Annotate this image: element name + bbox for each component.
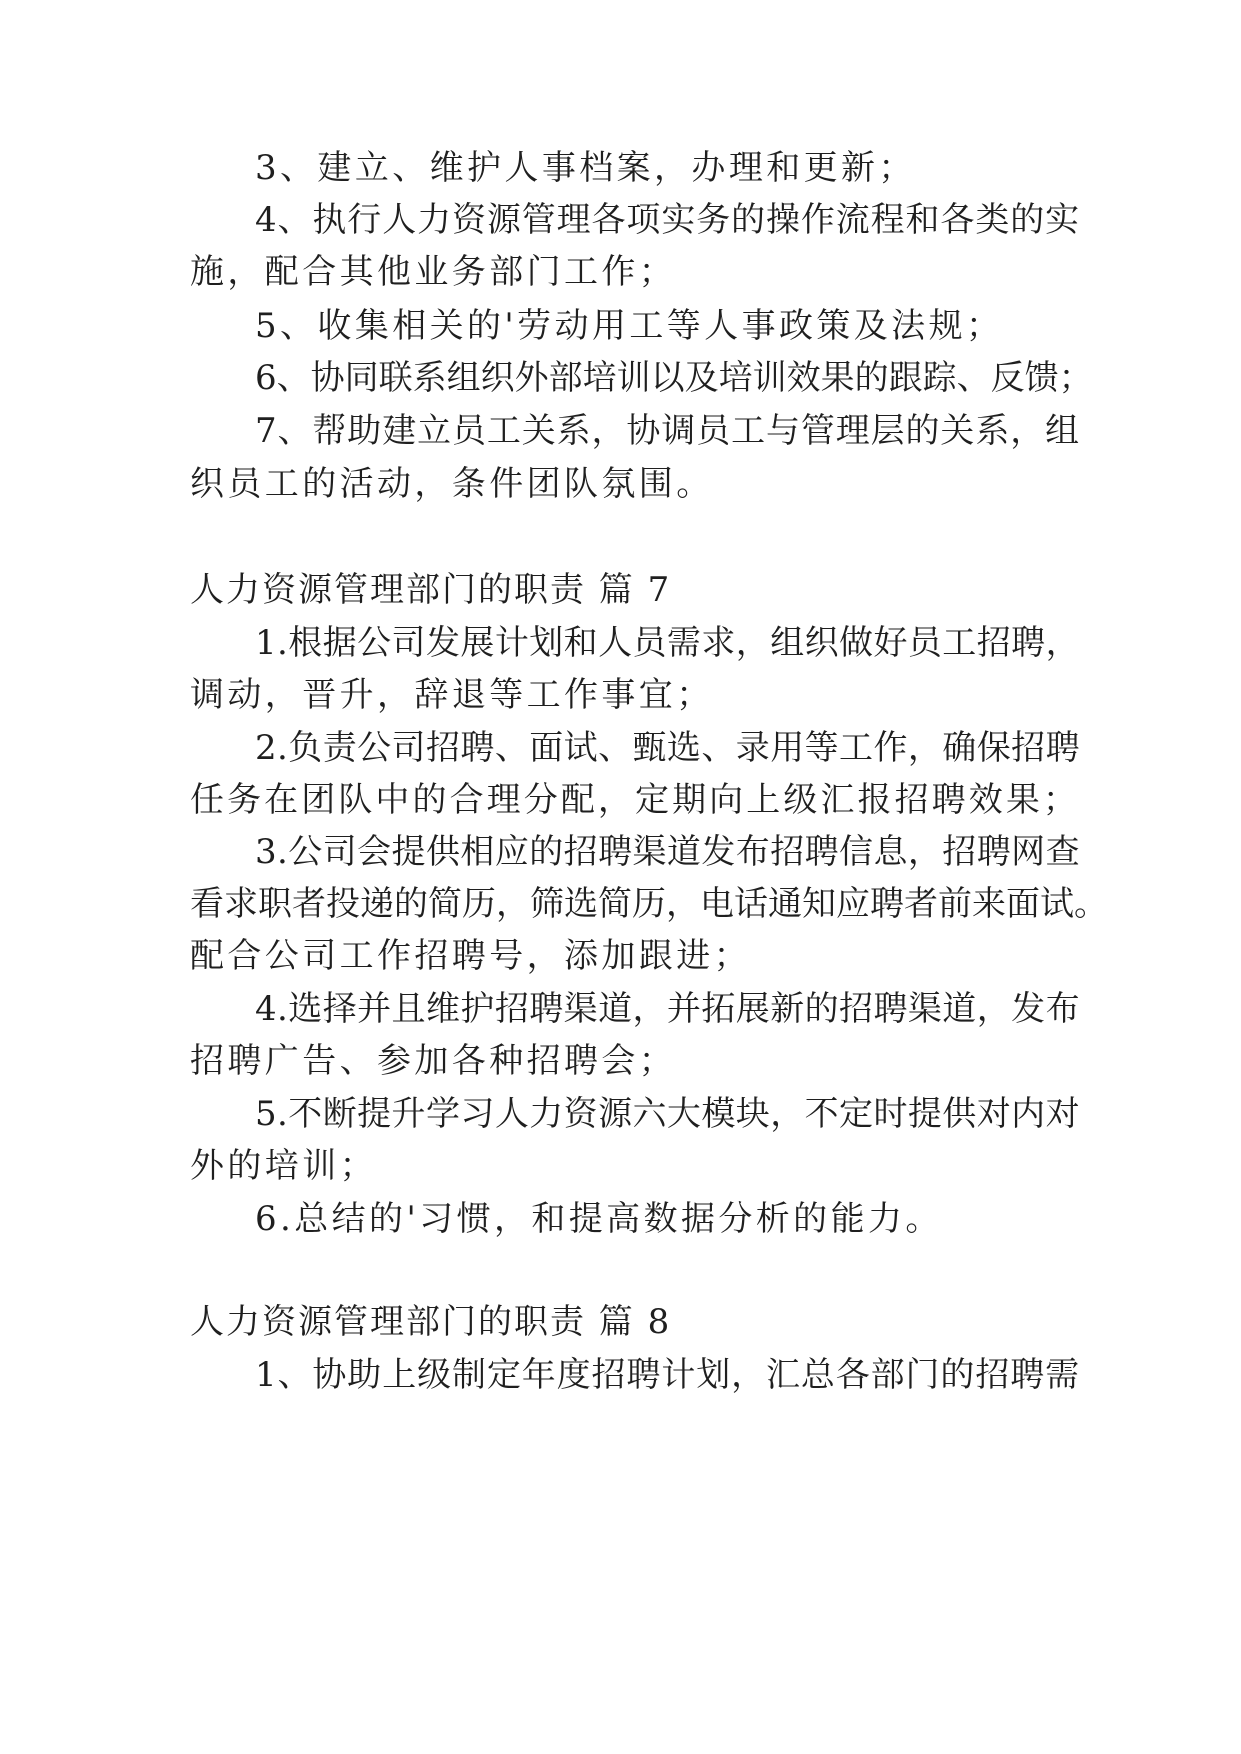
section-heading: 人力资源管理部门的职责 篇 8 [190,1302,672,1342]
list-item-line: 5.不断提升学习人力资源六大模块，不定时提供对内对 [255,1094,1080,1134]
list-item-line: 6、协同联系组织外部培训以及培训效果的跟踪、反馈； [255,358,1093,398]
list-item-line: 看求职者投递的简历，筛选简历，电话通知应聘者前来面试。 [190,884,1108,924]
list-item-line: 施，配合其他业务部门工作； [190,252,677,292]
list-item-line: 1.根据公司发展计划和人员需求，组织做好员工招聘， [255,623,1080,663]
list-item-line: 3、建立、维护人事档案，办理和更新； [255,148,916,188]
list-item-line: 4、执行人力资源管理各项实务的操作流程和各类的实 [255,200,1080,240]
list-item-line: 4.选择并且维护招聘渠道，并拓展新的招聘渠道，发布 [255,989,1080,1029]
list-item-line: 织员工的活动，条件团队氛围。 [190,464,714,504]
list-item-line: 1、协助上级制定年度招聘计划，汇总各部门的招聘需 [255,1355,1080,1395]
list-item-line: 调动，晋升，辞退等工作事宜； [190,675,714,715]
list-item-line: 配合公司工作招聘号，添加跟进； [190,936,751,976]
list-item-line: 外的培训； [190,1146,377,1186]
list-item-line: 6.总结的'习惯，和提高数据分析的能力。 [255,1199,943,1239]
list-item-line: 招聘广告、参加各种招聘会； [190,1041,677,1081]
list-item-line: 7、帮助建立员工关系，协调员工与管理层的关系，组 [255,411,1080,451]
section-heading: 人力资源管理部门的职责 篇 7 [190,570,672,610]
list-item-line: 3.公司会提供相应的招聘渠道发布招聘信息，招聘网查 [255,832,1080,872]
list-item-line: 5、收集相关的'劳动用工等人事政策及法规； [255,306,1004,346]
list-item-line: 任务在团队中的合理分配，定期向上级汇报招聘效果； [190,780,1080,820]
list-item-line: 2.负责公司招聘、面试、甄选、录用等工作，确保招聘 [255,728,1080,768]
